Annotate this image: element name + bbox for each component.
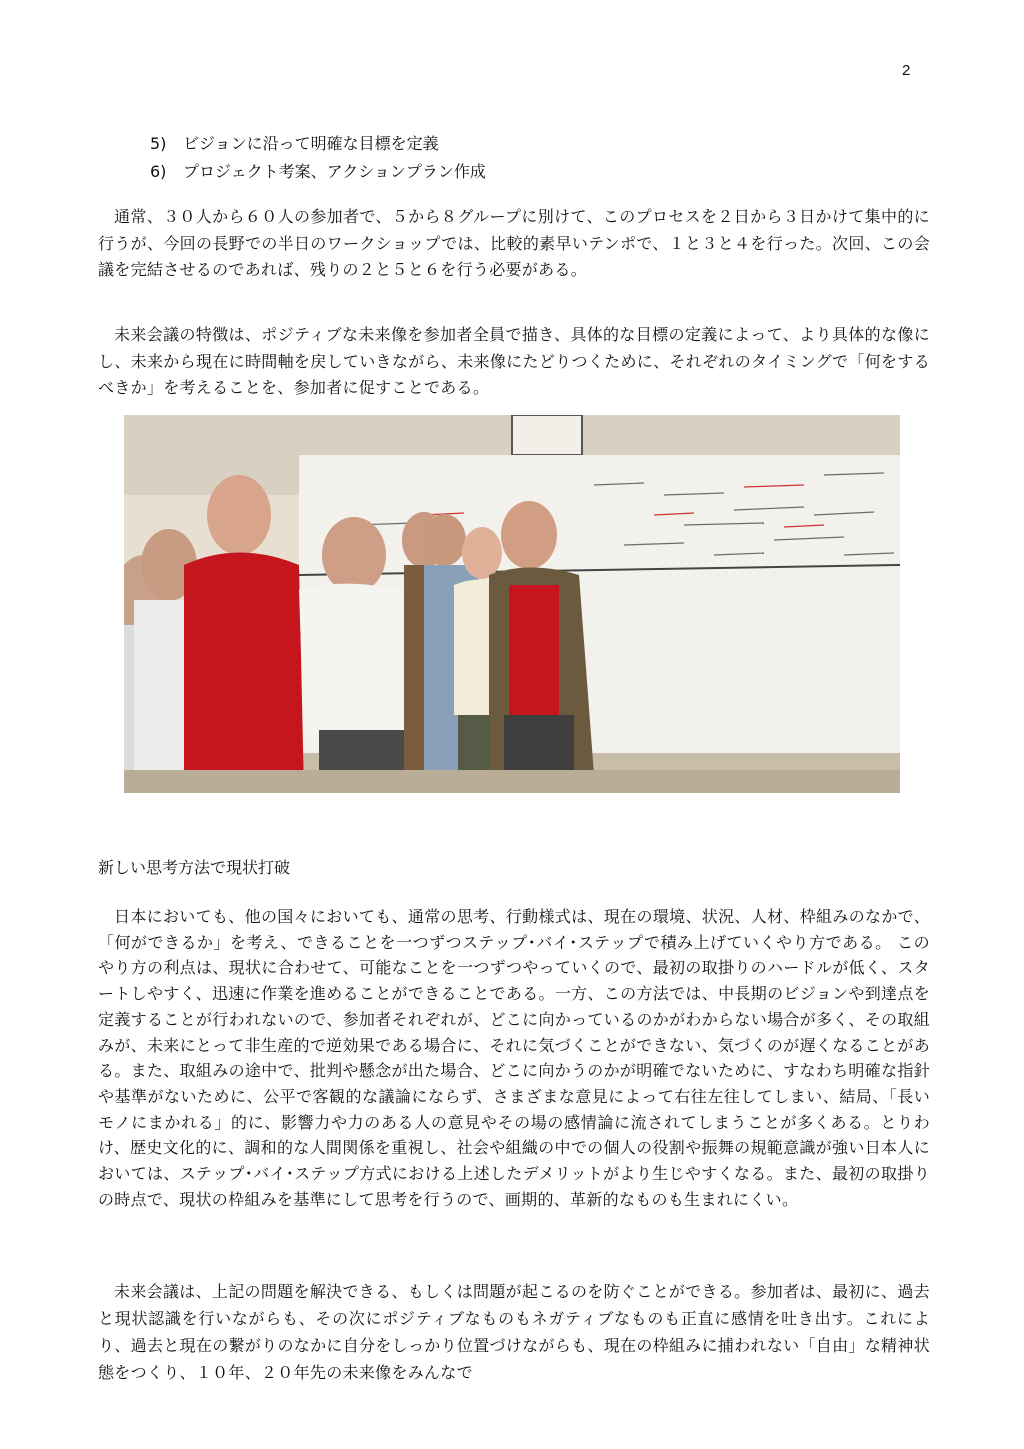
paragraph-process-overview: 通常、３０人から６０人の参加者で、５から８グループに別けて、このプロセスを２日から３日かけて集中的に行うが、今回の長野での半日のワークショップでは、比較的素早いテンポで、１と３と４を行った。次回、この会議を完結させるのであれば、残りの２と５と６を行う必要がある。 xyxy=(98,207,930,279)
paragraph-future-conference-features: 未来会議の特徴は、ポジティブな未来像を参加者全員で描き、具体的な目標の定義によって、より具体的な像にし、未来から現在に時間軸を戻していきながら、未来像にたどりつくために、それぞれのタイミングで「何をするべきか」を考えることを、参加者に促すことである。 xyxy=(98,325,930,397)
step-number: 5) xyxy=(150,134,167,153)
step-list xyxy=(150,130,486,186)
paragraph-future-conference-solution: 未来会議は、上記の問題を解決できる、もしくは問題が起こるのを防ぐことができる。参加者は、最初に、過去と現状認識を行いながらも、その次にポジティブなものもネガティブなものも正直に感情を吐き出す。これにより、過去と現在の繋がりのなかに自分をしっかり位置づけながらも、現在の枠組みに捕われない「自由」な精神状態をつくり、１０年、２０年先の未来像をみんなで xyxy=(98,1282,930,1382)
step-text: ビジョンに沿って明確な目標を定義 xyxy=(183,134,439,153)
workshop-photo xyxy=(124,415,900,793)
step-number: 6) xyxy=(150,162,167,181)
step-item xyxy=(150,158,486,186)
page-number: 2 xyxy=(902,62,911,79)
step-text: プロジェクト考案、アクションプラン作成 xyxy=(183,162,486,181)
photo-clock xyxy=(512,415,582,455)
paragraph-conventional-thinking: 日本においても、他の国々においても、通常の思考、行動様式は、現在の環境、状況、人材、枠組みのなかで、「何ができるか」を考え、できることを一つずつステップ･バイ･ステップで積み上げていくやり方である。 このやり方の利点は、現状に合わせて、可能なことを一つずつやっていくので、最初の取掛りのハードルが低く、スタートしやすく、迅速に作業を進めることができることである。一方、この方法では、中長期のビジョンや到達点を定義することが行われないので、参加者それぞれが、どこに向かっているのかがわからない場合が多く、その取組みが、未来にとって非生産的で逆効果である場合に、それに気づくことができない、気づくのが遅くなることがある。また、取組みの途中で、批判や懸念が出た場合、どこに向かうのかが明確でないために、すなわち明確な指針や基準がないために、公平で客観的な議論にならず、さまざまな意見によって右往左往してしまい、結局、「長いモノにまかれる」的に、影響力や力のある人の意見やその場の感情論に流されてしまうことが多くある。とりわけ、歴史文化的に、調和的な人間関係を重視し、社会や組織の中での個人の役割や振舞の規範意識が強い日本人においては、ステップ･バイ･ステップ方式における上述したデメリットがより生じやすくなる。また、最初の取掛りの時点で、現状の枠組みを基準にして思考を行うので、画期的、革新的なものも生まれにくい。 xyxy=(98,907,930,1209)
step-item xyxy=(150,130,486,158)
section-heading: 新しい思考方法で現状打破 xyxy=(98,858,291,877)
